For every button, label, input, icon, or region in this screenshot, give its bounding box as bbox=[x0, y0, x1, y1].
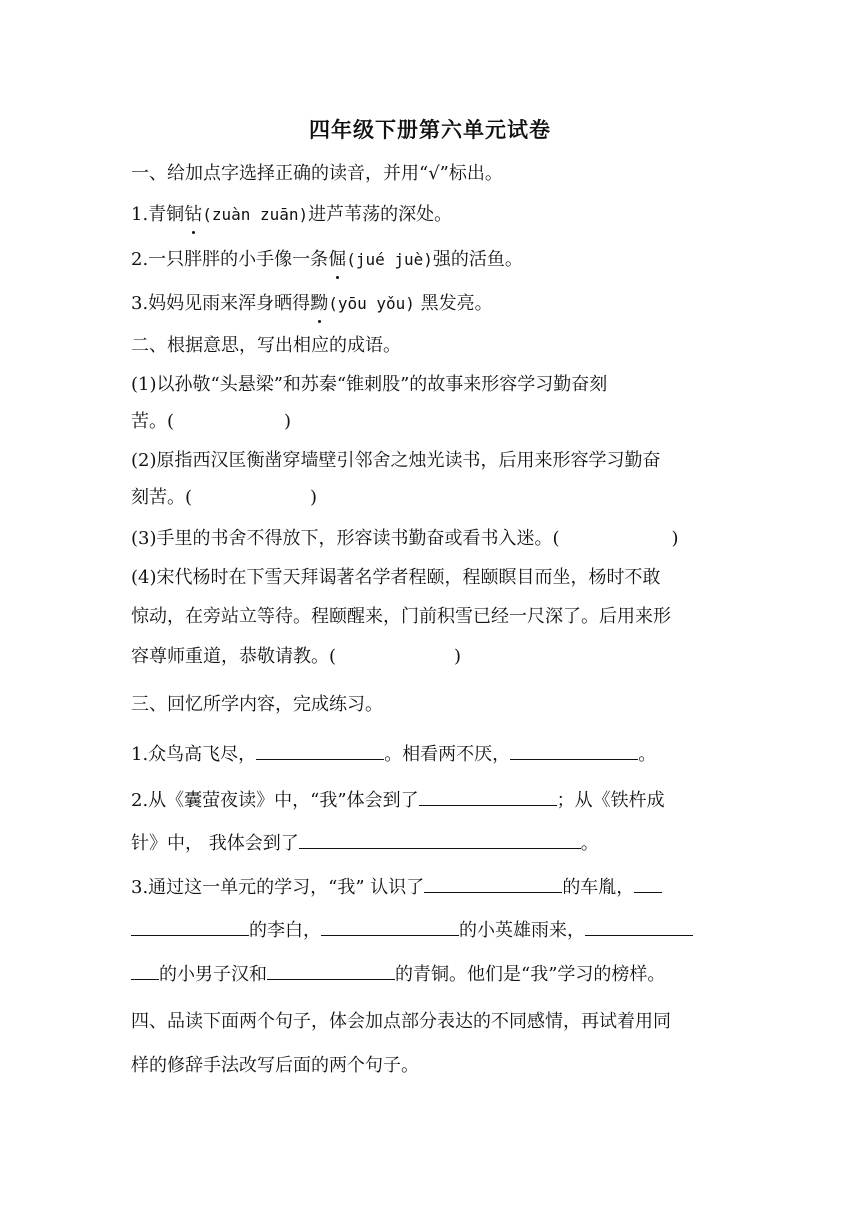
fill-blank[interactable] bbox=[131, 917, 249, 936]
s2-question-3: (3)手里的书舍不得放下，形容读书勤奋或看书入迷。( ) bbox=[131, 528, 679, 549]
fill-blank[interactable] bbox=[321, 917, 459, 936]
fill-blank[interactable] bbox=[419, 787, 557, 806]
dotted-char: 钻 bbox=[184, 204, 203, 225]
fill-blank[interactable] bbox=[299, 830, 581, 849]
s3-question-3-line-3: 的小男子汉和 的青铜。他们是“我”学习的榜样。 bbox=[131, 961, 665, 987]
fill-blank[interactable] bbox=[634, 874, 662, 893]
section-1-heading: 一、给加点字选择正确的读音，并用“√”标出。 bbox=[131, 163, 503, 184]
s1-question-1: 1.青铜钻(zuàn zuān)进芦苇荡的深处。 bbox=[131, 204, 453, 225]
fill-blank[interactable] bbox=[585, 917, 693, 936]
s2-question-4-line-1: (4)宋代杨时在下雪天拜谒著名学者程颐，程颐瞑目而坐，杨时不敢 bbox=[131, 567, 661, 588]
section-4-heading-line-2: 样的修辞手法改写后面的两个句子。 bbox=[131, 1055, 419, 1076]
fill-blank[interactable] bbox=[510, 741, 638, 760]
s2-question-1-line-2: 苦。( ) bbox=[131, 411, 292, 432]
s2-question-4-line-3: 容尊师重道，恭敬请教。( ) bbox=[131, 646, 462, 667]
s1-question-2: 2.一只胖胖的小手像一条倔(jué juè)强的活鱼。 bbox=[131, 249, 523, 270]
section-4-heading-line-1: 四、品读下面两个句子，体会加点部分表达的不同感情，再试着用同 bbox=[131, 1011, 671, 1032]
s1-question-3: 3.妈妈见雨来浑身晒得黝(yōu yǒu) 黑发亮。 bbox=[131, 293, 493, 314]
s2-question-2-line-2: 刻苦。( ) bbox=[131, 487, 318, 508]
s3-question-3-line-1: 3.通过这一单元的学习，“我” 认识了 的车胤， bbox=[131, 874, 662, 900]
page-title: 四年级下册第六单元试卷 bbox=[309, 117, 551, 142]
fill-blank[interactable] bbox=[131, 961, 159, 980]
fill-blank[interactable] bbox=[424, 874, 562, 893]
dotted-char: 黝 bbox=[310, 293, 329, 314]
section-2-heading: 二、根据意思，写出相应的成语。 bbox=[131, 335, 401, 356]
s2-question-1-line-1: (1)以孙敬“头悬梁”和苏秦“锥刺股”的故事来形容学习勤奋刻 bbox=[131, 374, 608, 395]
section-3-heading: 三、回忆所学内容，完成练习。 bbox=[131, 694, 383, 715]
fill-blank[interactable] bbox=[256, 741, 384, 760]
fill-blank[interactable] bbox=[267, 961, 395, 980]
s3-question-2-line-1: 2.从《囊萤夜读》中，“我”体会到了 ；从《铁杵成 bbox=[131, 787, 665, 813]
s3-question-1: 1.众鸟高飞尽， 。相看两不厌， 。 bbox=[131, 741, 656, 767]
dotted-char: 倔 bbox=[328, 249, 347, 270]
s2-question-4-line-2: 惊动，在旁站立等待。程颐醒来，门前积雪已经一尺深了。后用来形 bbox=[131, 606, 671, 627]
s3-question-2-line-2: 针》中， 我体会到了 。 bbox=[131, 830, 599, 856]
s2-question-2-line-1: (2)原指西汉匡衡凿穿墙壁引邻舍之烛光读书，后用来形容学习勤奋 bbox=[131, 450, 661, 471]
s3-question-3-line-2: 的李白， 的小英雄雨来， bbox=[131, 917, 693, 943]
